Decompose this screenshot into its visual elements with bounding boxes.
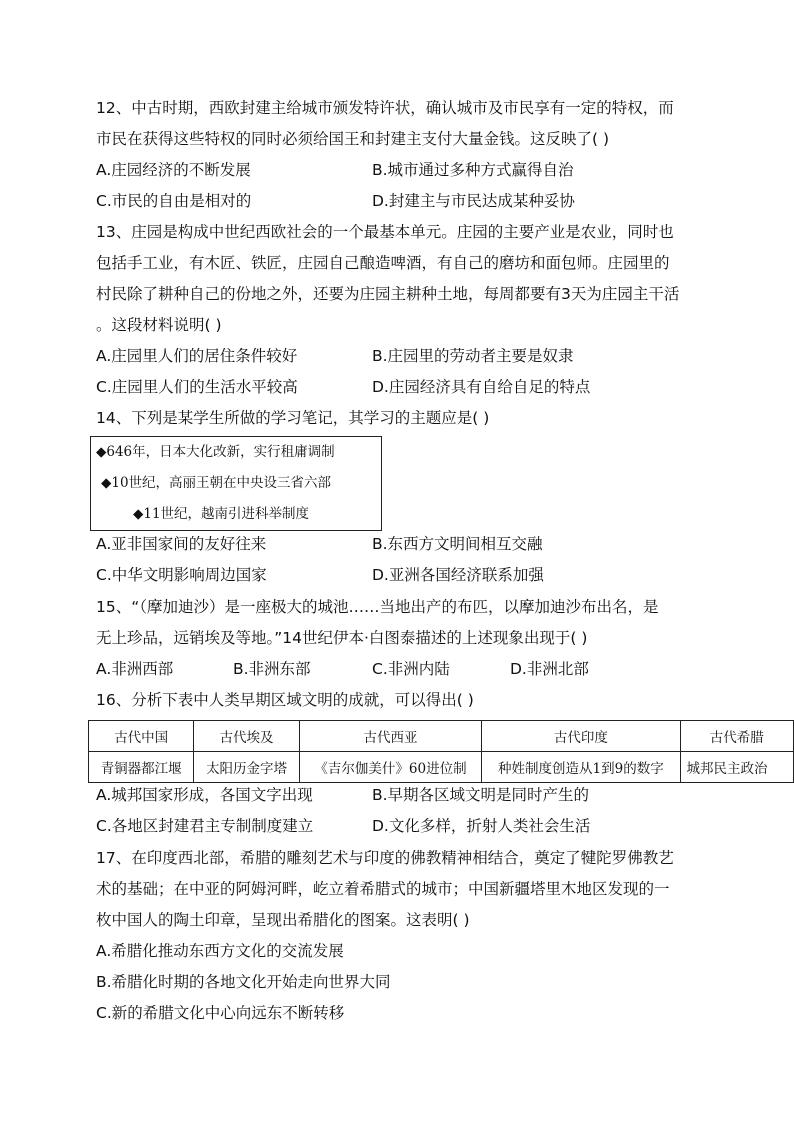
q13-option-b: B.庄园里的劳动者主要是奴隶 (372, 347, 574, 365)
study-note-2: ◆10世纪，高丽王朝在中央设三省六部 (101, 475, 332, 491)
table-header-row (89, 721, 794, 752)
q12-option-d: D.封建主与市民达成某种妥协 (372, 192, 575, 210)
q13-option-c: C.庄园里人们的生活水平较高 (96, 378, 298, 396)
table-cell: 青铜器都江堰 (89, 752, 194, 783)
study-notes-box (90, 436, 382, 531)
table-header-cell: 古代印度 (482, 721, 680, 752)
table-header-cell: 古代埃及 (194, 721, 299, 752)
study-note-1: ◆646年，日本大化改新，实行租庸调制 (96, 444, 335, 460)
q14-option-d: D.亚洲各国经济联系加强 (372, 566, 544, 584)
q16-option-c: C.各地区封建君主专制制度建立 (96, 817, 314, 835)
q15-option-d: D.非洲北部 (510, 660, 589, 678)
table-header-cell: 古代中国 (89, 721, 194, 752)
q14-stem-line1: 14、下列是某学生所做的学习笔记，其学习的主题应是( ) (96, 409, 490, 427)
q17-stem-line3: 枚中国人的陶土印章，呈现出希腊化的图案。这表明( ) (96, 911, 470, 929)
q17-option-a: A.希腊化推动东西方文化的交流发展 (96, 942, 344, 960)
q13-option-d: D.庄园经济具有自给自足的特点 (372, 378, 591, 396)
table-header-cell: 古代西亚 (299, 721, 481, 752)
q13-option-a: A.庄园里人们的居住条件较好 (96, 347, 298, 365)
q17-stem-line1: 17、在印度西北部，希腊的雕刻艺术与印度的佛教精神相结合，奠定了犍陀罗佛教艺 (96, 849, 674, 867)
q15-option-c: C.非洲内陆 (372, 660, 450, 678)
study-note-3: ◆11世纪，越南引进科举制度 (133, 506, 310, 522)
q13-stem-line2: 包括手工业，有木匠、铁匠，庄园自己酿造啤酒，有自己的磨坊和面包师。庄园里的 (96, 254, 670, 272)
q13-stem-line1: 13、庄园是构成中世纪西欧社会的一个最基本单元。庄园的主要产业是农业，同时也 (96, 223, 674, 241)
table-cell: 太阳历金字塔 (194, 752, 299, 783)
q17-option-c: C.新的希腊文化中心向远东不断转移 (96, 1004, 345, 1022)
q16-option-d: D.文化多样，折射人类社会生活 (372, 817, 591, 835)
q16-option-b: B.早期各区域文明是同时产生的 (372, 786, 590, 804)
q17-option-b: B.希腊化时期的各地文化开始走向世界大同 (96, 973, 391, 991)
q16-stem-line1: 16、分析下表中人类早期区域文明的成就，可以得出( ) (96, 691, 474, 709)
table-cell: 《吉尔伽美什》60进位制 (299, 752, 481, 783)
table-cell: 种姓制度创造从1到9的数字 (482, 752, 680, 783)
q12-option-c: C.市民的自由是相对的 (96, 192, 252, 210)
q15-option-a: A.非洲西部 (96, 660, 174, 678)
table-cell: 城邦民主政治 (680, 752, 793, 783)
q15-stem-line2: 无上珍品，远销埃及等地。”14世纪伊本·白图泰描述的上述现象出现于( ) (96, 629, 588, 647)
q14-option-b: B.东西方文明间相互交融 (372, 535, 543, 553)
q14-option-a: A.亚非国家间的友好往来 (96, 535, 267, 553)
q13-stem-line4: 。这段材料说明( ) (96, 316, 222, 334)
q12-stem-line1: 12、中古时期，西欧封建主给城市颁发特许状，确认城市及市民享有一定的特权，而 (96, 99, 674, 117)
q17-stem-line2: 术的基础；在中亚的阿姆河畔，屹立着希腊式的城市；中国新疆塔里木地区发现的一 (96, 880, 670, 898)
q12-option-b: B.城市通过多种方式赢得自治 (372, 161, 574, 179)
table-header-cell: 古代希腊 (680, 721, 793, 752)
q16-option-a: A.城邦国家形成，各国文字出现 (96, 786, 313, 804)
civilization-table (88, 720, 794, 783)
table-row (89, 752, 794, 783)
q12-option-a: A.庄园经济的不断发展 (96, 161, 251, 179)
q15-stem-line1: 15、“（摩加迪沙）是一座极大的城池……当地出产的布匹，以摩加迪沙布出名，是 (96, 598, 659, 616)
q12-stem-line2: 市民在获得这些特权的同时必须给国王和封建主支付大量金钱。这反映了( ) (96, 130, 610, 148)
q14-option-c: C.中华文明影响周边国家 (96, 566, 267, 584)
q15-option-b: B.非洲东部 (233, 660, 311, 678)
q13-stem-line3: 村民除了耕种自己的份地之外，还要为庄园主耕种土地，每周都要有3天为庄园主干活 (96, 285, 680, 303)
